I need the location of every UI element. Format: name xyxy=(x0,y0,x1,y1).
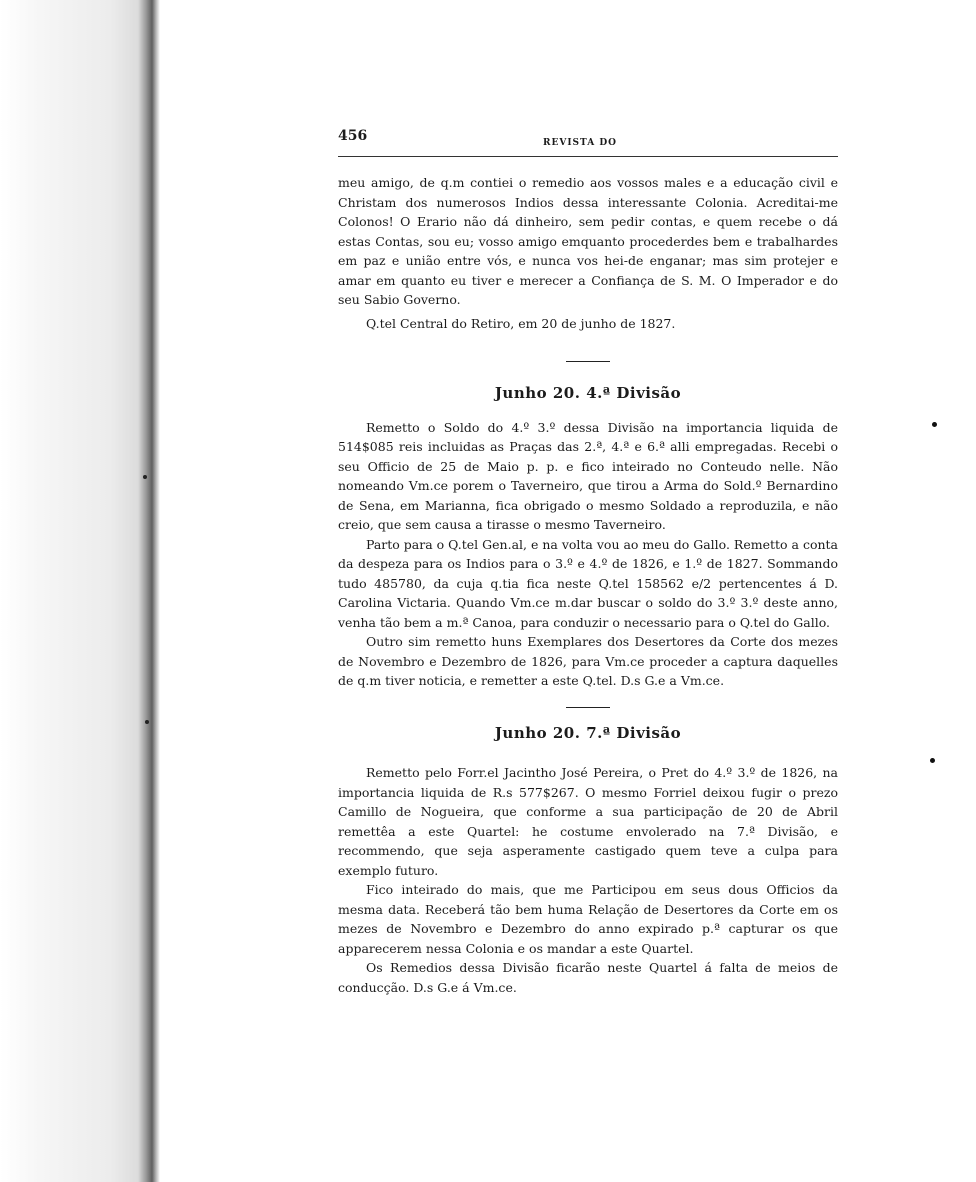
scan-speck xyxy=(930,758,935,763)
running-head xyxy=(338,128,838,148)
scan-speck xyxy=(932,422,937,427)
closing-line: Q.tel Central do Retiro, em 20 de junho de 1827. xyxy=(366,315,676,331)
document-page xyxy=(338,128,838,997)
section-separator xyxy=(566,361,610,362)
scan-speck xyxy=(143,475,147,479)
section-1-paragraph-3: Outro sim remetto huns Exemplares dos Desertores da Corte dos mezes de Novembro e Dezembro de 1826, para Vm.ce proceder a captura daquelles de q.m tiver noticia, e remetter a este Q.tel. D.s G.e a Vm.ce. xyxy=(338,634,838,688)
body-text xyxy=(338,173,838,997)
header-rule xyxy=(338,156,838,157)
running-title: REVISTA DO xyxy=(543,138,617,148)
section-separator xyxy=(566,707,610,708)
scan-gutter xyxy=(0,0,160,1182)
section-1-paragraph-1: Remetto o Soldo do 4.º 3.º dessa Divisão na importancia liquida de 514$085 reis incluidas as Praças das 2.ª, 4.ª e 6.ª alli empregadas. Recebi o seu Officio de 25 de Maio p. p. e fico inteirado no Conteudo nelle. Não nomeando Vm.ce porem o Taverneiro, que tirou a Arma do Sold.º Bernardino de Sena, em Marianna, fica obrigado o mesmo Soldado a reproduzila, e não creio, que sem causa a tirasse o mesmo Taverneiro. xyxy=(338,419,838,532)
section-2-paragraph-2: Fico inteirado do mais, que me Participou em seus dous Officios da mesma data. Receberá tão bem huma Relação de Desertores da Corte em os mezes de Novembro e Dezembro do anno expirado p.ª capturar os que apparecerem nessa Colonia e os mandar a este Quartel. xyxy=(338,882,838,956)
section-1-paragraph-2: Parto para o Q.tel Gen.al, e na volta vou ao meu do Gallo. Remetto a conta da despeza para os Indios para o 3.º e 4.º de 1826, e 1.º de 1827. Sommando tudo 485780, da cuja q.tia fica neste Q.tel 158562 e/2 pertencentes á D. Carolina Victaria. Quando Vm.ce m.dar buscar o soldo do 3.º 3.º deste anno, venha tão bem a m.ª Canoa, para conduzir o necessario para o Q.tel do Gallo. xyxy=(338,536,838,630)
section-2-paragraph-1: Remetto pelo Forr.el Jacintho José Pereira, o Pret do 4.º 3.º de 1826, na importancia liquida de R.s 577$267. O mesmo Forriel deixou fugir o prezo Camillo de Nogueira, que conforme a sua participação de 20 de Abril remettêa a este Quartel: he costume envolerado na 7.ª Divisão, e recommendo, que seja asperamente castigado quem teve a culpa para exemplo futuro. xyxy=(338,765,838,878)
opening-paragraph: meu amigo, de q.m contiei o remedio aos vossos males e a educação civil e Christam dos numerosos Indios dessa interessante Colonia. Acreditai-me Colonos! O Erario não dá dinheiro, sem pedir contas, e quem recebe o dá estas Contas, sou eu; vosso amigo emquanto procederdes bem e trabalhardes em paz e união entre vós, e nunca vos hei-de enganar; mas sim protejer e amar em quanto eu tiver e merecer a Confiança de S. M. O Imperador e do seu Sabio Governo. xyxy=(338,175,838,307)
page-number: 456 xyxy=(338,128,368,144)
section-title-4a-divisao: Junho 20. 4.ª Divisão xyxy=(494,384,682,402)
scan-speck xyxy=(145,720,149,724)
section-2-paragraph-3: Os Remedios dessa Divisão ficarão neste Quartel á falta de meios de conducção. D.s G.e á Vm.ce. xyxy=(338,960,838,995)
section-title-7a-divisao: Junho 20. 7.ª Divisão xyxy=(494,723,682,742)
